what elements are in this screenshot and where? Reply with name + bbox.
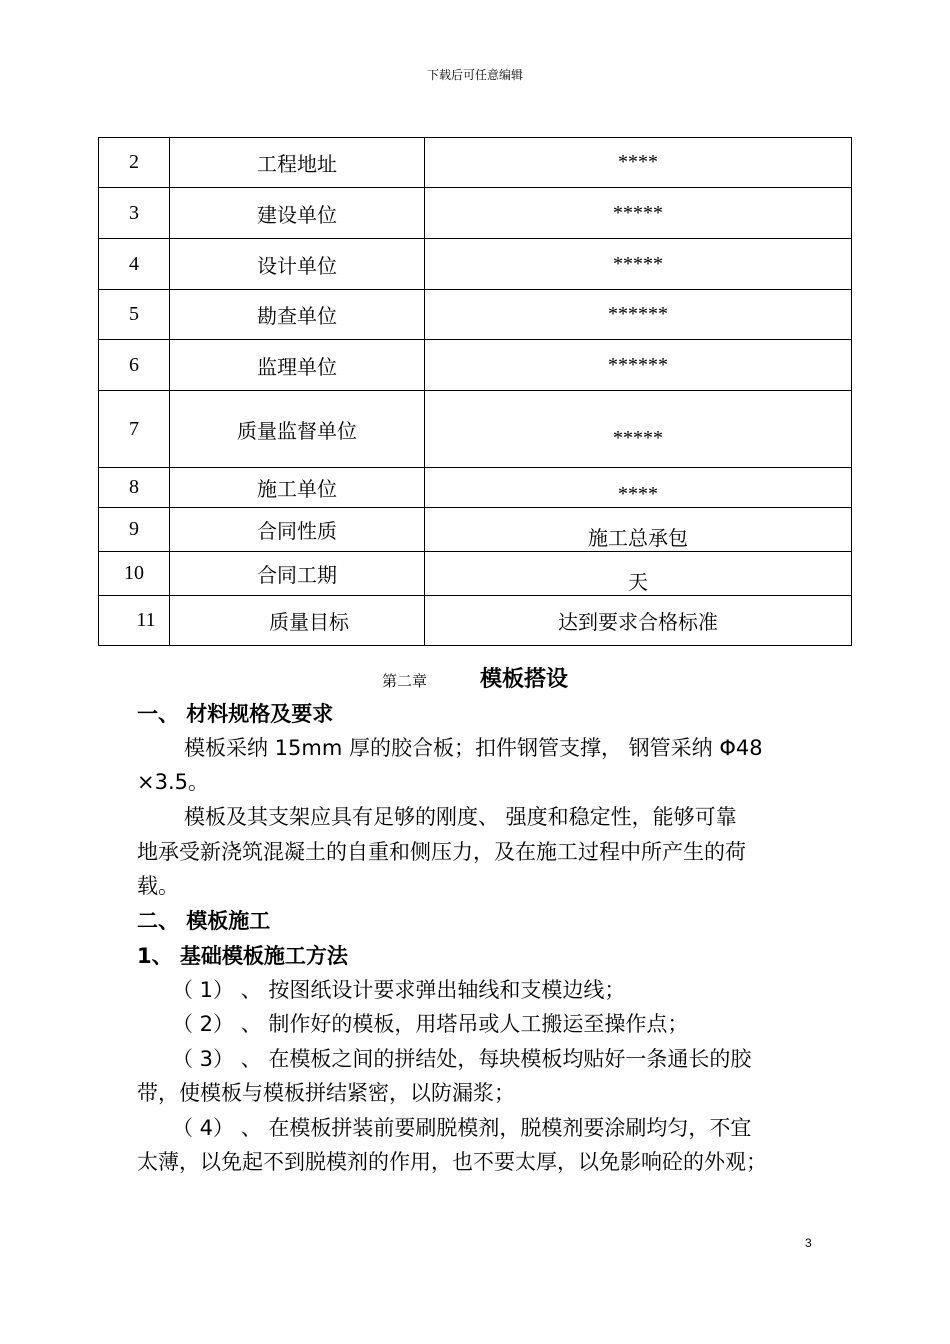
project-info-table: [98, 137, 852, 646]
row-number: 11: [99, 596, 170, 646]
row-value: ****: [425, 468, 852, 508]
row-value: *****: [425, 239, 852, 290]
row-item: 质量监督单位: [170, 391, 425, 468]
row-item: 合同工期: [170, 552, 425, 596]
row-value: *****: [425, 391, 852, 468]
table-row: [99, 239, 852, 290]
row-number: 4: [99, 239, 170, 290]
row-value: *****: [425, 188, 852, 239]
row-item: 质量目标: [170, 596, 425, 646]
row-value: 达到要求合格标准: [425, 596, 852, 646]
row-item: 勘查单位: [170, 290, 425, 340]
row-number: 7: [99, 391, 170, 468]
chapter-title: 模板搭设: [480, 667, 569, 692]
chapter-label: 第二章: [381, 672, 427, 690]
row-item: 合同性质: [170, 508, 425, 552]
paragraph-line: ×3.5。: [137, 770, 209, 794]
table-row: [99, 508, 852, 552]
row-value: 施工总承包: [425, 508, 852, 552]
step-item-continued: 太薄，以免起不到脱模剂的作用，也不要太厚，以免影响砼的外观；: [137, 1150, 767, 1174]
table-row: [99, 188, 852, 239]
row-item: 设计单位: [170, 239, 425, 290]
step-item: （ 4） 、 在模板拼装前要刷脱模剂，脱模剂要涂刷均匀，不宜: [172, 1116, 752, 1140]
row-item: 建设单位: [170, 188, 425, 239]
row-number: 8: [99, 468, 170, 508]
step-item-continued: 带，使模板与模板拼结紧密，以防漏浆；: [137, 1081, 515, 1105]
row-item: 监理单位: [170, 340, 425, 391]
table-row: [99, 468, 852, 508]
table-row: [99, 552, 852, 596]
row-number: 3: [99, 188, 170, 239]
row-value: ******: [425, 290, 852, 340]
row-number: 5: [99, 290, 170, 340]
step-item: （ 3） 、 在模板之间的拼结处，每块模板均贴好一条通长的胶: [172, 1047, 752, 1071]
table-row: [99, 596, 852, 646]
row-value: 天: [425, 552, 852, 596]
row-number: 2: [99, 138, 170, 188]
table-row: [99, 340, 852, 391]
table-row: [99, 290, 852, 340]
step-item: （ 2） 、 制作好的模板，用塔吊或人工搬运至操作点；: [172, 1012, 689, 1036]
chapter-heading: [0, 662, 950, 693]
header-note: 下载后可任意编辑: [426, 68, 523, 82]
step-item: （ 1） 、 按图纸设计要求弹出轴线和支模边线；: [172, 978, 626, 1002]
paragraph-line: 模板及其支架应具有足够的刚度、 强度和稳定性，能够可靠: [184, 805, 737, 829]
row-item: 施工单位: [170, 468, 425, 508]
page-number: 3: [805, 1236, 812, 1250]
table-row: [99, 391, 852, 468]
paragraph-line: 载。: [137, 874, 179, 898]
section-heading-formwork: 二、 模板施工: [137, 909, 271, 933]
table-row: [99, 138, 852, 188]
row-item: 工程地址: [170, 138, 425, 188]
row-number: 10: [99, 552, 170, 596]
row-value: ****: [425, 138, 852, 188]
section-heading-materials: 一、 材料规格及要求: [137, 702, 334, 726]
row-number: 9: [99, 508, 170, 552]
subsection-heading-foundation: 1、 基础模板施工方法: [137, 944, 348, 968]
row-value: ******: [425, 340, 852, 391]
paragraph-line: 地承受新浇筑混凝土的自重和侧压力，及在施工过程中所产生的荷: [137, 840, 746, 864]
row-number: 6: [99, 340, 170, 391]
paragraph-line: 模板采纳 15mm 厚的胶合板；扣件钢管支撑， 钢管采纳 Φ48: [184, 736, 763, 760]
